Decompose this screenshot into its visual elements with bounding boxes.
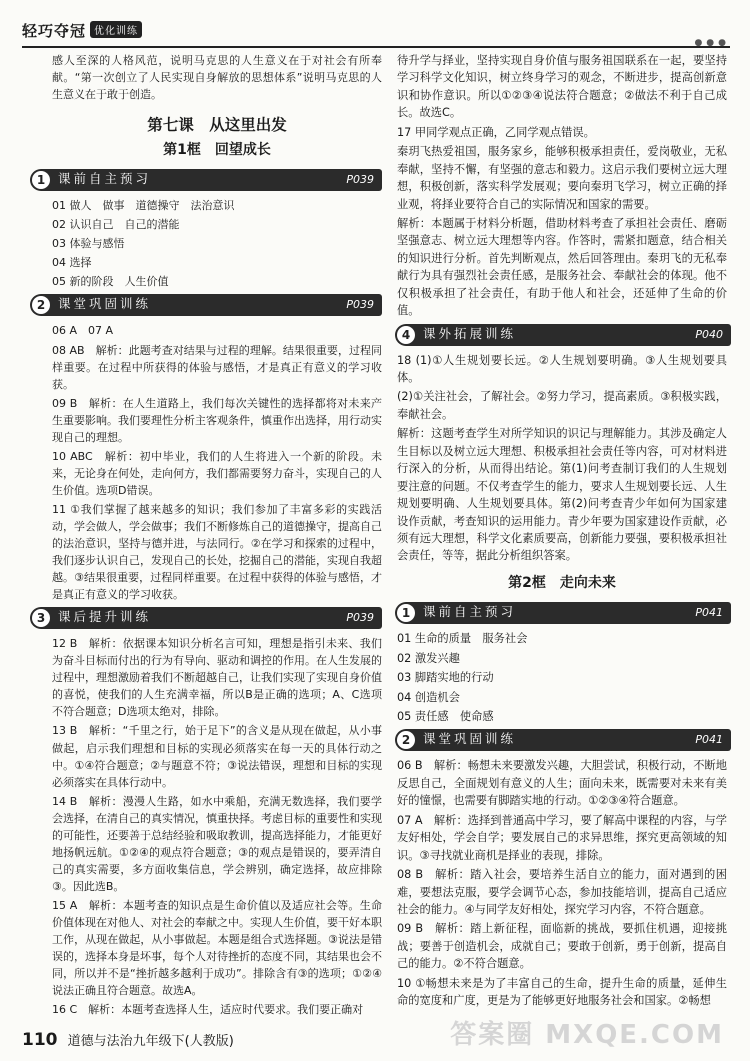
answer-item: 04 创造机会 — [397, 690, 460, 704]
section-title: 课后提升训练 — [58, 609, 152, 625]
answer-item: 16 C 解析：本题考查选择人生，适应时代要求。我们要正确对 — [52, 1003, 364, 1017]
answer-item: 12 B 解析：依据课本知识分析名言可知，理想是指引未来、我们为奋斗目标而付出的行为有导向、驱动和调控的作用。在人生发展的过程中，理想激励着我们不断超越自己，让我们实现了实现自身价值的喜悦，使我们的人生充满幸福，所以B是正确的选项；A、C选项不符合题意；D选项太绝对，排除。 — [52, 637, 382, 719]
frame-title: 第2框 走向未来 — [508, 574, 616, 591]
section-number: 2 — [32, 296, 50, 314]
page-footer — [22, 1030, 234, 1050]
section-page: P040 — [695, 327, 723, 341]
book-title: 道德与法治九年级下(人教版) — [67, 1034, 234, 1049]
answer-item: 17 甲同学观点正确，乙同学观点错误。 — [397, 125, 595, 139]
section-bar-classroom — [395, 729, 731, 751]
section-bar-preview — [395, 602, 731, 624]
page-number: 110 — [22, 1030, 58, 1050]
section-number: 3 — [32, 609, 50, 627]
intro-paragraph: 感人至深的人格风范，说明马克思的人生意义在于对社会有所奉献。“第一次创立了人民实现自身解放的思想体系”说明马克思的人生意义在于敢于创造。 — [52, 54, 382, 102]
answer-list — [52, 635, 382, 1018]
answer-list — [52, 322, 382, 603]
left-column — [36, 52, 382, 1020]
answer-item: 07 A 解析：选择到普通高中学习，要了解高中课程的内容，与学友好相处，学会自学；要发展自己的求异思维，探究更高领域的知识。③寻找就业商机是择业的表现，排除。 — [397, 813, 727, 862]
answer-item: 01 做人 做事 道德操守 法治意识 — [52, 199, 235, 213]
answer-item: 13 B 解析：“千里之行，始于足下”的含义是从现在做起，从小事做起，启示我们理想和目标的实现必须落实在每一天的具体行动之中。①④符合题意；②与题意不符；③说法错误，理想和目标的实现必须落实在具体行动中。 — [52, 724, 382, 789]
section-number: 2 — [397, 731, 415, 749]
section-title: 课前自主预习 — [423, 604, 517, 620]
answer-item: 03 脚踏实地的行动 — [397, 671, 494, 685]
answer-item: 06 A 07 A — [52, 324, 114, 338]
brand-logo: 轻巧夺冠 优化训练 — [22, 20, 142, 41]
answer-item: 08 B 解析：踏入社会，要培养生活自立的能力，面对遇到的困难，要想法克服，要学会调节心态，参加技能培训，提高自己适应社会的能力。④与同学友好相处，探究学习内容，不符合题意。 — [397, 868, 727, 916]
answer-item: 06 B 解析：畅想未来要激发兴趣，大胆尝试，积极行动，不断地反思自己，全面规划有意义的人生；面向未来，既需要对未来有美好的憧憬，也需要有脚踏实地的行动。①②③④符合题意。 — [397, 759, 727, 808]
answer-list — [397, 630, 727, 725]
answer-item: 15 A 解析：本题考查的知识点是生命价值以及适应社会等。生命价值体现在对他人、对社会的奉献之中。实现人生价值，要干好本职工作，从现在做起，从小事做起。本题是组合式选择题。③说法是错误的，选择本身是坏事，每个人对待挫折的态度不同，其结果也会不同，所以并不是“挫折越多越利于成功”。排除含有③的选项；①②④说法正确且符合题意。故选A。 — [52, 898, 382, 998]
section-page: P041 — [695, 733, 723, 747]
answer-item: 05 新的阶段 人生价值 — [52, 275, 169, 289]
section-page: P039 — [346, 298, 374, 312]
answer-item: 05 责任感 使命感 — [397, 710, 494, 723]
section-number: 4 — [397, 326, 415, 344]
answer-item: 18 (1)①人生规划要长远。②人生规划要明确。③人生规划要具体。 — [397, 353, 727, 384]
section-page: P039 — [346, 611, 374, 625]
section-bar-after-class — [30, 607, 382, 629]
answer-item: 10 ABC 解析：初中毕业，我们的人生将进入一个新的阶段。未来，无论身在何处，走向何方，我们都需要努力奋斗，实现自己的人生价值。选项D错误。 — [52, 449, 382, 497]
frame-title: 第1框 回望成长 — [163, 142, 271, 159]
answer-item: (2)①关注社会，了解社会。②努力学习，提高素质。③积极实践，奉献社会。 — [397, 390, 727, 421]
section-page: P041 — [695, 606, 723, 620]
page-header — [22, 16, 730, 48]
answer-list — [52, 197, 382, 290]
answer-list — [397, 124, 727, 320]
answer-item: 11 ①我们掌握了越来越多的知识；我们参加了丰富多彩的实践活动，学会做人，学会做事；我们不断修炼自己的道德操守，提高自己的法治意识，坚持与德并进，与法同行。②在学习和探索的过程中，我们逐步认识自己，发现自己的长处，挖掘自己的潜能，实现自我超越。③结果很重要，过程同样重要。在过程中获得的体验与感悟，才是真正有意义的学习收获。 — [52, 502, 382, 602]
answer-item: 02 认识自己 自己的潜能 — [52, 218, 180, 232]
section-title: 课堂巩固训练 — [58, 296, 152, 312]
lesson-title: 第七课 从这里出发 — [147, 116, 287, 135]
continued-paragraph: 待升学与择业，坚持实现自身价值与服务祖国联系在一起，要坚持学习科学文化知识，树立终身学习的观念，不断进步，提高创新意识和协作意识。所以①②③④说法符合题意；②做法不利于自己成长。故选C。 — [397, 54, 727, 120]
section-title: 课前自主预习 — [58, 171, 152, 187]
answer-item: 解析：这题考查学生对所学知识的识记与理解能力。其涉及确定人生目标以及树立远大理想、积极承担社会责任等内容，可对材料进行深入的分析，从而得出结论。第(1)问考查制订我们的人生规划要注意的问题。不仅考查学生的能力，要求人生规划要长远、人生规划要明确、人生规划要具体。第(2)问考查青少年如何为国家建设作贡献，考查知识的运用能力。青少年要为国家建设作贡献，必须有远大理想，科学文化素质要高，创新能力要强，要积极承担社会责任，等等，据此分析组织答案。 — [397, 427, 727, 563]
answer-item: 10 ①畅想未来是为了丰富自己的生命，提升生命的质量，延伸生命的宽度和广度，更是为了能够更好地服务社会和国家。②畅想 — [397, 976, 727, 1008]
watermark: 答案圈 MXQE.COM — [450, 1020, 724, 1050]
answer-list — [397, 757, 727, 1009]
answer-item: 02 激发兴趣 — [397, 651, 460, 665]
section-page: P039 — [346, 173, 374, 187]
section-bar-preview — [30, 169, 382, 191]
answer-item: 04 选择 — [52, 256, 92, 270]
section-title: 课外拓展训练 — [423, 325, 517, 341]
header-dots: ●●● — [694, 38, 730, 48]
answer-list — [397, 352, 727, 565]
answer-item: 03 体验与感悟 — [52, 237, 125, 251]
section-title: 课堂巩固训练 — [423, 731, 517, 747]
section-number: 1 — [32, 171, 50, 189]
section-number: 1 — [397, 604, 415, 622]
answer-item: 09 B 解析：在人生道路上，我们每次关键性的选择都将对未来产生重要影响。我们要理性分析主客观条件，慎重作出选择，用行动实现自己的理想。 — [52, 396, 382, 444]
answer-item: 09 B 解析：踏上新征程，面临新的挑战，要抓住机遇，迎接挑战；要善于创造机会，成就自己；要敢于创新，勇于创新，提高自己的能力。②不符合题意。 — [397, 922, 727, 971]
answer-item: 解析：本题属于材料分析题，借助材料考查了承担社会责任、磨砺坚强意志、树立远大理想等内容。作答时，需紧扣题意，结合相关的知识进行分析。首先判断观点，然后回答理由。秦玥飞的无私奉献行为具有强烈社会责任感，是服务社会、奉献社会的体现。他不仅积极承担了社会责任，有助于他人和社会，还延伸了生命的价值。 — [397, 216, 727, 318]
answer-item: 14 B 解析：漫漫人生路，如水中乘船，充满无数选择，我们要学会选择，在清自己的真实情况，慎重抉择。考虑目标的重要性和实现的可能性，还要善于总结经验和吸取教训，提高选择能力，才能更好地扬帆远航。①②④的观点符合题意；③的观点是错误的，要弄清自己的真实需要，多方面收集信息，学会辨别，确定选择，故应排除③。因此选B。 — [52, 794, 382, 893]
answer-item: 08 AB 解析：此题考查对结果与过程的理解。结果很重要，过程同样重要。在过程中所获得的体验与感悟，才是真正有意义的学习收获。 — [52, 343, 382, 391]
answer-item: 01 生命的质量 服务社会 — [397, 632, 528, 646]
right-column — [397, 52, 727, 1012]
section-bar-classroom — [30, 294, 382, 316]
answer-item: 秦玥飞热爱祖国，服务家乡，能够积极承担责任，爱岗敬业，无私奉献，坚持不懈，有坚强的意志和毅力。这启示我们要树立远大理想，积极创新，落实科学发展观；要向秦玥飞学习，树立正确的择业观，将择业要符合自己的实际情况和国家的需要。 — [397, 145, 727, 211]
section-bar-extension — [395, 324, 731, 346]
